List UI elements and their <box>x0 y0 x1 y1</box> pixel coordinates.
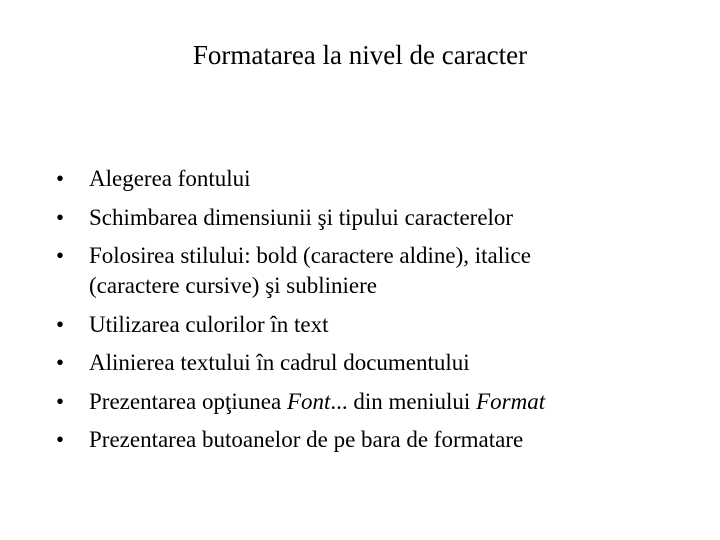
bullet-icon: • <box>56 204 65 230</box>
font-term: Font <box>286 388 331 414</box>
list-item-text-line-2: (caractere cursive) şi subliniere <box>89 273 377 298</box>
bullet-icon: • <box>56 388 65 414</box>
list-item-text: Utilizarea culorilor în text <box>89 311 329 337</box>
list-item <box>56 425 706 455</box>
list-item <box>56 387 706 417</box>
text-segment: Prezentarea opţiunea <box>89 388 287 414</box>
bullet-icon: • <box>56 427 65 452</box>
list-item <box>56 203 706 233</box>
list-item-text: Schimbarea dimensiunii şi tipului caracterelor <box>89 204 514 230</box>
list-item <box>56 241 706 301</box>
list-item-text-line-1: Folosirea stilului: bold (caractere aldine), italice <box>89 243 531 268</box>
format-term: Format <box>476 388 546 414</box>
bullet-icon: • <box>56 166 65 191</box>
bullet-icon: • <box>56 243 65 268</box>
list-item <box>56 348 706 378</box>
bullet-list <box>56 164 706 464</box>
list-item <box>56 164 706 194</box>
text-segment: ... din meniului <box>330 388 477 414</box>
slide-title: Formatarea la nivel de caracter <box>192 40 528 70</box>
list-item-text: Alegerea fontului <box>89 166 251 191</box>
list-item <box>56 310 706 340</box>
list-item-text: Alinierea textului în cadrul documentului <box>89 350 470 375</box>
bullet-icon: • <box>56 350 65 375</box>
list-item-text: Prezentarea butoanelor de pe bara de formatare <box>89 427 524 452</box>
bullet-icon: • <box>56 311 65 337</box>
list-item-text <box>89 387 706 417</box>
